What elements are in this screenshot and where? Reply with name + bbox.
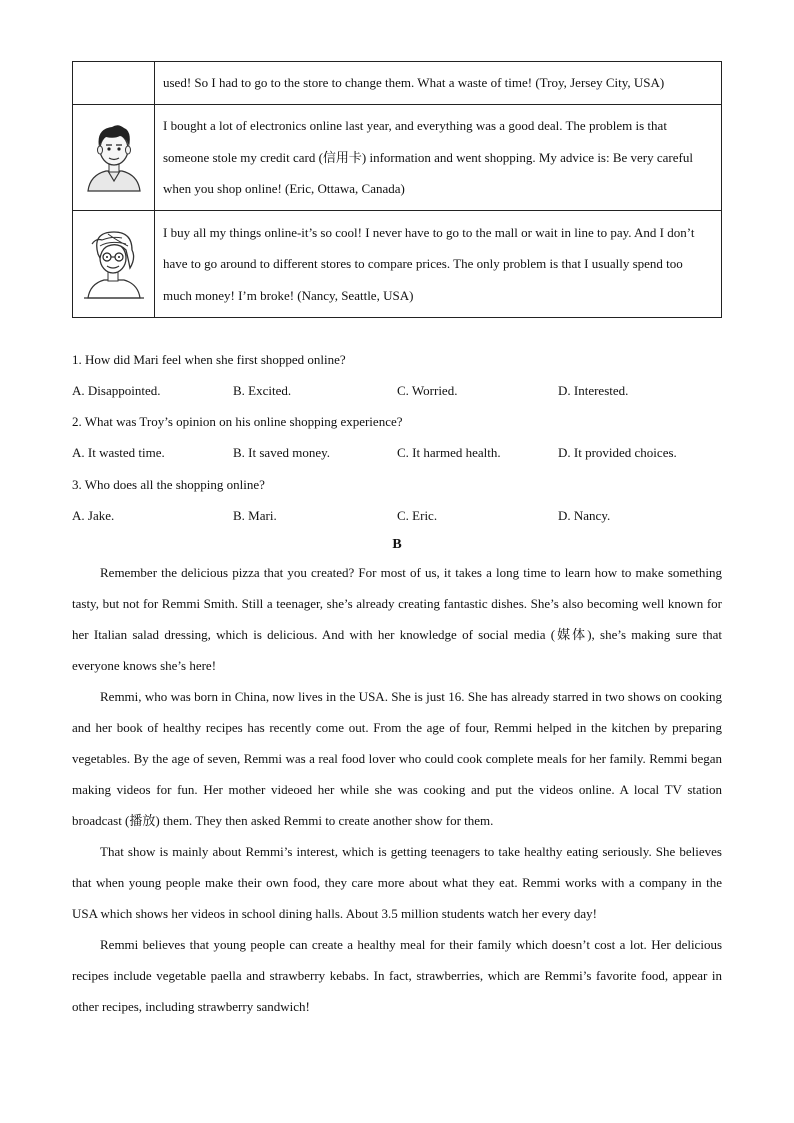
passage-paragraph: That show is mainly about Remmi’s interest, which is getting teenagers to take healthy eating seriously. She believes that when young people make their own food, they care more about what they eat. Remmi works with a company in the USA which shows her videos in school dining halls. About 3.5 million students watch her every day! — [72, 844, 722, 921]
question-3-option-b: B. Mari. — [233, 508, 277, 523]
question-3-option-a: A. Jake. — [72, 508, 115, 523]
opinion-text: I bought a lot of electronics online last year, and everything was a good deal. The problem is that someone stole my credit card (信用卡) information and went shopping. My advice is: Be very careful when you shop online! (Eric, Ottawa, Canada) — [155, 105, 722, 211]
passage-paragraph: Remmi believes that young people can create a healthy meal for their family which doesn’t cost a lot. Her delicious recipes include vegetable paella and strawberry kebabs. In fact, strawberries, which are Remmi’s favorite food, appear in other recipes, including strawberry sandwich! — [72, 937, 722, 1014]
question-2-stem: 2. What was Troy’s opinion on his online shopping experience? — [72, 414, 403, 429]
passage-paragraph: Remember the delicious pizza that you created? For most of us, it takes a long time to learn how to make something tasty, but not for Remmi Smith. Still a teenager, she’s already creating fantastic dishes. She’s also becoming well known for her Italian salad dressing, which is delicious. And with her knowledge of social media (媒体), she’s making sure that everyone knows she’s here! — [72, 565, 722, 673]
table-row — [73, 62, 722, 105]
reading-passage — [72, 557, 722, 1022]
question-1-option-b: B. Excited. — [233, 383, 292, 398]
avatar-cell — [73, 105, 155, 211]
table-row — [73, 105, 722, 211]
woman-face-icon — [82, 224, 146, 300]
question-1-stem: 1. How did Mari feel when she first shopped online? — [72, 352, 346, 367]
question-1-option-a: A. Disappointed. — [72, 383, 161, 398]
section-heading: B — [392, 537, 402, 552]
question-3-option-d: D. Nancy. — [558, 508, 611, 523]
opinion-text: used! So I had to go to the store to change them. What a waste of time! (Troy, Jersey City, USA) — [155, 62, 722, 105]
passage-paragraph: Remmi, who was born in China, now lives in the USA. She is just 16. She has already starred in two shows on cooking and her book of healthy recipes has recently come out. From the age of four, Remmi helped in the kitchen by preparing vegetables. By the age of seven, Remmi was a real food lover who could cook complete meals for her family. Remmi began making videos for fun. Her mother videoed her while she was cooking and put the videos online. A local TV station broadcast (播放) them. They then asked Remmi to create another show for them. — [72, 689, 722, 828]
avatar-cell-empty — [73, 62, 155, 105]
opinion-text: I buy all my things online-it’s so cool! I never have to go to the mall or wait in line to pay. And I don’t have to go around to different stores to compare prices. The only problem is that I usually spend too much money! I’m broke! (Nancy, Seattle, USA) — [155, 211, 722, 318]
question-1-option-c: C. Worried. — [397, 383, 458, 398]
question-1-option-d: D. Interested. — [558, 383, 629, 398]
question-2-option-b: B. It saved money. — [233, 445, 330, 460]
opinions-table — [72, 61, 722, 318]
question-2-option-c: C. It harmed health. — [397, 445, 501, 460]
question-3-stem: 3. Who does all the shopping online? — [72, 477, 265, 492]
table-row — [73, 211, 722, 318]
question-3-option-c: C. Eric. — [397, 508, 438, 523]
avatar-cell — [73, 211, 155, 318]
question-2-option-a: A. It wasted time. — [72, 445, 165, 460]
man-face-icon — [84, 119, 144, 193]
question-2-option-d: D. It provided choices. — [558, 445, 677, 460]
